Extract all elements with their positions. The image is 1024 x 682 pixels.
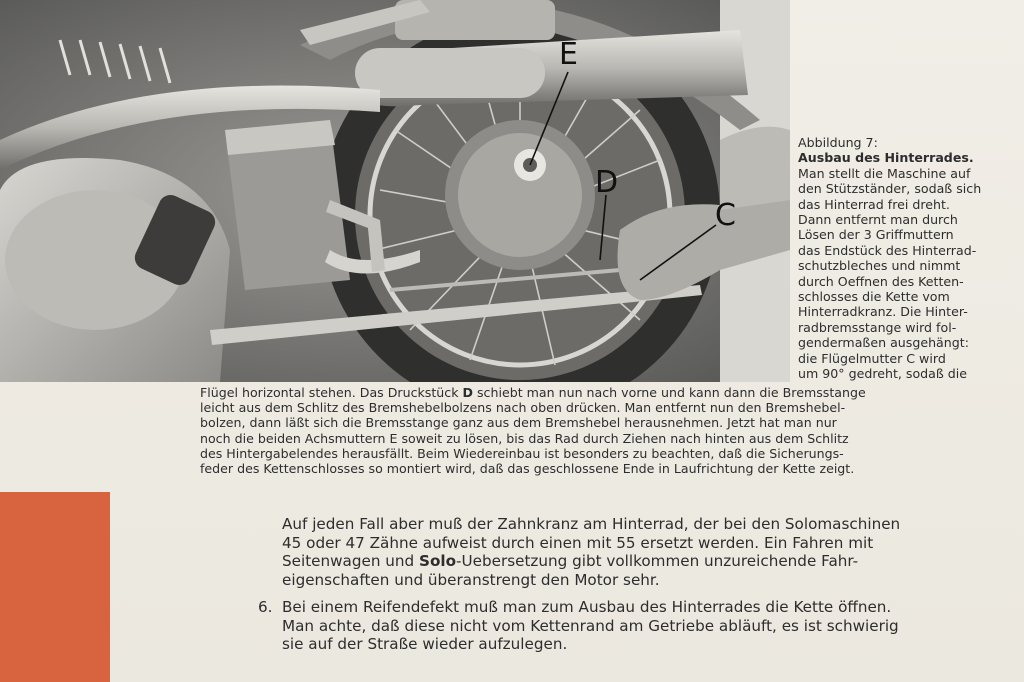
text-run: -Uebersetzung gibt vollkommen unzureichende Fahr- bbox=[456, 552, 859, 570]
paragraph-line bbox=[200, 385, 990, 400]
rear-wheel-photo bbox=[0, 0, 790, 382]
item-number: 6. bbox=[258, 598, 273, 616]
text-run: Seitenwagen und bbox=[282, 552, 420, 570]
caption-line: den Stützständer, sodaß sich bbox=[798, 181, 982, 197]
orange-page-tab bbox=[0, 492, 110, 682]
figure-caption bbox=[798, 135, 998, 382]
caption-line: das Hinterrad frei dreht. bbox=[798, 196, 950, 212]
paragraph-line: sie auf der Straße wieder aufzulegen. bbox=[282, 635, 568, 653]
caption-line: schlosses die Kette vom bbox=[798, 289, 950, 305]
paragraph-line: leicht aus dem Schlitz des Bremshebelbolzens nach oben drücken. Man entfernt nun den Bremshebel- bbox=[200, 400, 846, 416]
caption-line: das Endstück des Hinterrad- bbox=[798, 242, 977, 258]
emphasis-solo: Solo bbox=[419, 552, 457, 570]
paragraph-line: Auf jeden Fall aber muß der Zahnkranz am Hinterrad, der bei den Solomaschinen bbox=[282, 515, 901, 533]
caption-line: schutzbleches und nimmt bbox=[798, 258, 961, 274]
paragraph-line: eigenschaften und überanstrengt den Motor sehr. bbox=[282, 570, 660, 589]
caption-line: die Flügelmutter C wird bbox=[798, 350, 946, 366]
caption-line: Man stellt die Maschine auf bbox=[798, 165, 971, 181]
paragraph-line: bolzen, dann läßt sich die Bremsstange ganz aus dem Bremshebel herausnehmen. Jetzt hat man nur bbox=[200, 415, 837, 431]
paragraph-line: des Hintergabelendes herausfällt. Beim Wiedereinbau ist besonders zu beachten, daß die Sicherungs- bbox=[200, 445, 844, 461]
label-c: C bbox=[715, 198, 736, 233]
paragraph-line: Bei einem Reifendefekt muß man zum Ausbau des Hinterrades die Kette öffnen. bbox=[282, 598, 892, 616]
label-d: D bbox=[595, 165, 619, 200]
caption-line: Lösen der 3 Griffmuttern bbox=[798, 227, 954, 243]
caption-line: um 90° gedreht, sodaß die bbox=[798, 366, 968, 382]
paragraph-line: noch die beiden Achsmuttern E soweit zu lösen, bis das Rad durch Ziehen nach hinten aus dem Schlitz bbox=[200, 430, 849, 446]
caption-line: radbremsstange wird fol- bbox=[798, 319, 957, 335]
paragraph-line bbox=[282, 552, 988, 571]
body-paragraph bbox=[282, 515, 988, 589]
motorcycle-illustration bbox=[0, 0, 790, 382]
caption-line: Hinterradkranz. Die Hinter- bbox=[798, 304, 968, 320]
item-body bbox=[282, 598, 988, 654]
paragraph-line: feder des Kettenschlosses so montiert wird, daß das geschlossene Ende in Laufrichtung der Kette zeigt. bbox=[200, 461, 855, 477]
text-run: schiebt man nun nach vorne und kann dann die Bremsstange bbox=[472, 385, 866, 400]
caption-title: Abbildung 7: bbox=[798, 135, 878, 150]
paragraph-line: Man achte, daß diese nicht vom Kettenrand am Getriebe abläuft, es ist schwierig bbox=[282, 616, 899, 635]
caption-line: gendermaßen ausgehängt: bbox=[798, 335, 969, 351]
paragraph-line: 45 oder 47 Zähne aufweist durch einen mit 55 ersetzt werden. Ein Fahren mit bbox=[282, 533, 874, 552]
caption-continuation-paragraph bbox=[200, 385, 990, 476]
caption-line: durch Oeffnen des Ketten- bbox=[798, 273, 964, 289]
text-run: Flügel horizontal stehen. Das Druckstück bbox=[200, 385, 463, 400]
caption-line: Dann entfernt man durch bbox=[798, 212, 958, 228]
caption-heading: Ausbau des Hinterrades. bbox=[798, 150, 974, 166]
part-label-d: D bbox=[462, 385, 473, 400]
label-e: E bbox=[559, 37, 578, 72]
